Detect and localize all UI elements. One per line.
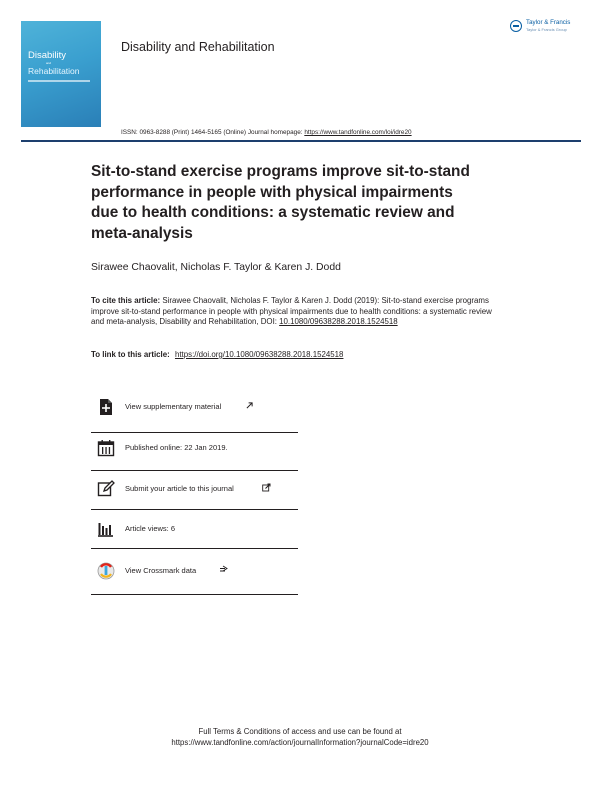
crossmark-link[interactable]: View Crossmark data [125, 566, 197, 575]
divider [91, 509, 298, 510]
external-link-icon [219, 565, 228, 574]
article-authors: Sirawee Chaovalit, Nicholas F. Taylor & Karen J. Dodd [91, 262, 341, 273]
article-views-count: Article views: 6 [125, 524, 176, 533]
submit-article-row[interactable] [97, 480, 297, 510]
journal-cover[interactable] [21, 21, 101, 127]
article-link-label: To link to this article: [91, 350, 172, 359]
published-online-date: Published online: 22 Jan 2019. [125, 443, 228, 452]
cover-title-and: and [46, 61, 52, 65]
submit-article-link[interactable]: Submit your article to this journal [125, 484, 234, 493]
supplementary-material-row[interactable] [97, 398, 297, 428]
footer-terms-text: Full Terms & Conditions of access and use can be found at [198, 727, 402, 736]
cover-stripe [28, 80, 90, 82]
cover-title-line2: Rehabilitation [28, 66, 80, 76]
issn-line [121, 129, 412, 136]
article-doi-url[interactable]: https://doi.org/10.1080/09638288.2018.1524518 [174, 350, 344, 359]
supplementary-material-link[interactable]: View supplementary material [125, 402, 222, 411]
footer [0, 726, 600, 748]
article-title: Sit-to-stand exercise programs improve sit-to-stand performance in people with physical impairments due to health conditions: a systematic review and meta-analysis [91, 163, 470, 242]
divider [91, 594, 298, 595]
footer-journal-info-link[interactable]: https://www.tandfonline.com/action/journalInformation?journalCode=idre20 [171, 738, 429, 747]
article-link-line [91, 350, 343, 359]
edit-icon [97, 480, 115, 498]
publisher-subname: Taylor & Francis Group [526, 27, 567, 32]
crossmark-icon [97, 562, 115, 580]
divider [91, 470, 298, 471]
publisher-logo-icon [510, 20, 522, 32]
journal-name: Disability and Rehabilitation [121, 40, 275, 54]
divider [91, 548, 298, 549]
calendar-icon [97, 439, 115, 457]
external-link-icon [262, 483, 271, 492]
bar-chart-icon [97, 520, 115, 538]
citation-doi-link[interactable]: 10.1080/09638288.2018.1524518 [279, 317, 398, 327]
supplementary-plus-icon [97, 398, 115, 416]
article-views-row [97, 520, 297, 550]
publisher-name: Taylor & Francis [526, 19, 571, 26]
issn-text: ISSN: 0963-8288 (Print) 1464-5165 (Online) Journal homepage: [121, 129, 305, 136]
crossmark-row[interactable] [97, 562, 297, 592]
divider [91, 432, 298, 433]
header-divider [21, 140, 581, 142]
cover-title-line1: Disability [28, 50, 67, 61]
citation-text: Sirawee Chaovalit, Nicholas F. Taylor & Karen J. Dodd (2019): Sit-to-stand exercise programs improve sit-to-stand performance in people with physical impairments due to health conditions: a systematic review and meta-analysis, Disability and Rehabilitation, DOI: [91, 296, 492, 327]
published-online-row [97, 439, 297, 469]
journal-homepage-link[interactable]: https://www.tandfonline.com/loi/idre20 [304, 129, 412, 136]
publisher-logo[interactable] [510, 17, 580, 39]
external-link-icon [246, 402, 253, 409]
citation-label: To cite this article: [91, 296, 161, 305]
citation-block [91, 296, 501, 328]
